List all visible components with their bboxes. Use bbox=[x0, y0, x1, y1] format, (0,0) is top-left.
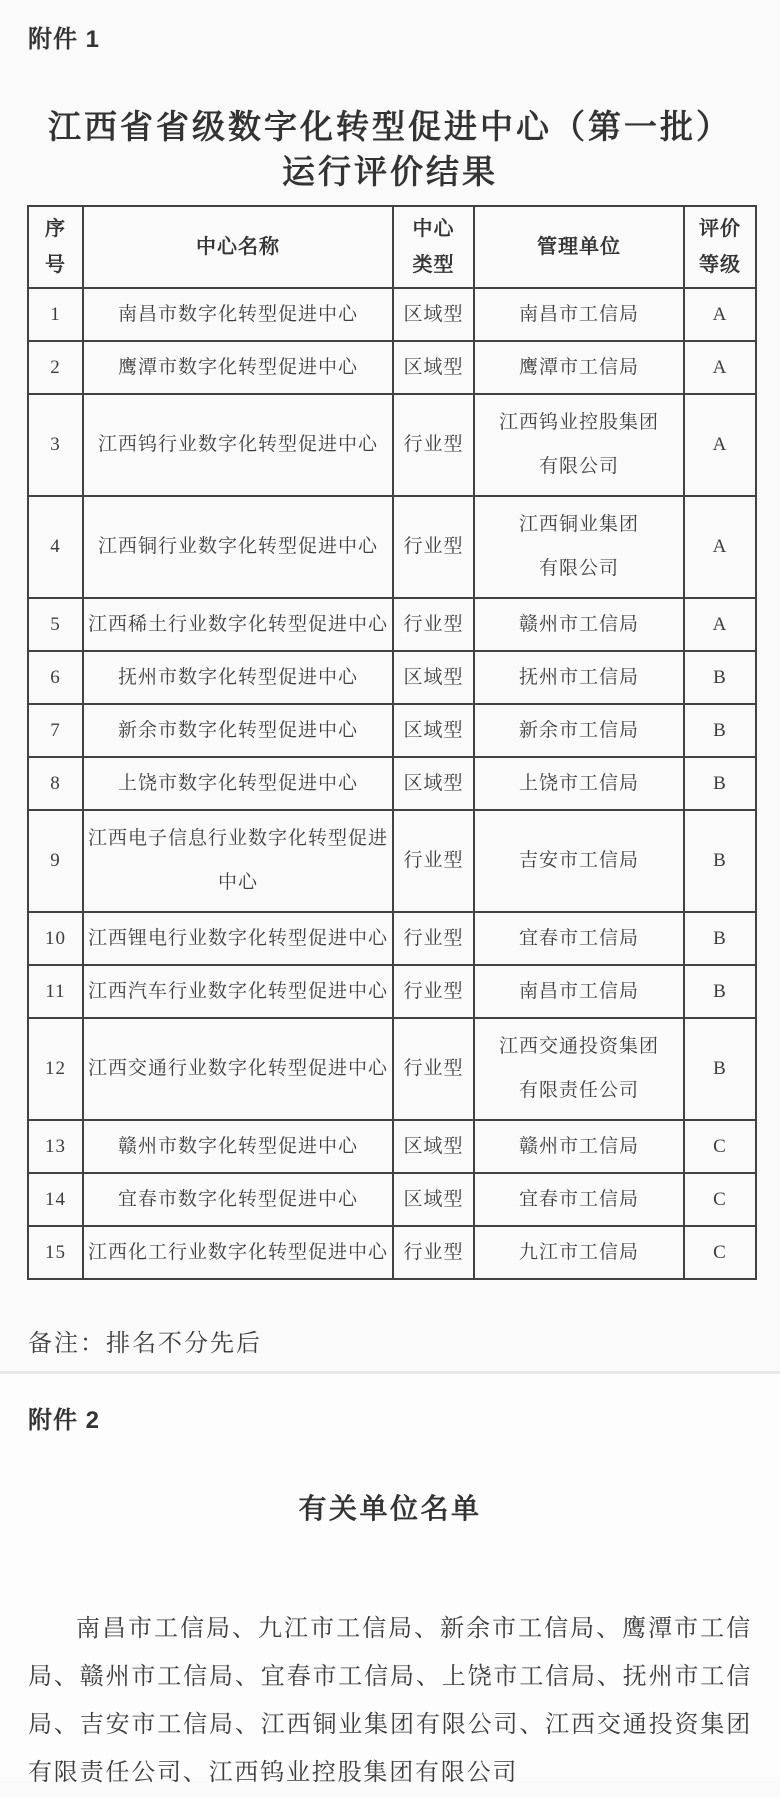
center-type: 行业型 bbox=[393, 912, 474, 965]
attachment1-label: 附件 1 bbox=[28, 26, 101, 53]
section-divider bbox=[0, 1371, 780, 1374]
center-name: 新余市数字化转型促进中心 bbox=[83, 704, 393, 757]
center-name: 江西化工行业数字化转型促进中心 bbox=[83, 1226, 393, 1279]
row-number: 6 bbox=[28, 651, 83, 704]
center-type: 区域型 bbox=[393, 1173, 474, 1226]
management-unit: 宜春市工信局 bbox=[474, 912, 684, 965]
table-row bbox=[28, 288, 756, 341]
center-name: 江西汽车行业数字化转型促进中心 bbox=[83, 965, 393, 1018]
table-row bbox=[28, 810, 756, 912]
center-type: 区域型 bbox=[393, 341, 474, 394]
management-unit: 宜春市工信局 bbox=[474, 1173, 684, 1226]
center-name: 上饶市数字化转型促进中心 bbox=[83, 757, 393, 810]
attachment2-label: 附件 2 bbox=[28, 1407, 101, 1434]
center-type: 区域型 bbox=[393, 704, 474, 757]
grade: B bbox=[684, 810, 756, 912]
management-unit: 吉安市工信局 bbox=[474, 810, 684, 912]
unit-list-paragraph: 南昌市工信局、九江市工信局、新余市工信局、鹰潭市工信局、赣州市工信局、宜春市工信局、上饶市工信局、抚州市工信局、吉安市工信局、江西铜业集团有限公司、江西交通投资集团有限责任公司、江西钨业控股集团有限公司 bbox=[28, 1616, 752, 1786]
row-number: 2 bbox=[28, 341, 83, 394]
evaluation-result-table bbox=[27, 205, 757, 1280]
grade: C bbox=[684, 1120, 756, 1173]
center-type: 行业型 bbox=[393, 496, 474, 598]
center-name: 江西电子信息行业数字化转型促进 中心 bbox=[83, 810, 393, 912]
grade: A bbox=[684, 288, 756, 341]
table-row bbox=[28, 651, 756, 704]
table-row bbox=[28, 1226, 756, 1279]
grade: B bbox=[684, 651, 756, 704]
management-unit: 新余市工信局 bbox=[474, 704, 684, 757]
center-type: 行业型 bbox=[393, 1226, 474, 1279]
center-type: 区域型 bbox=[393, 288, 474, 341]
table-row bbox=[28, 1173, 756, 1226]
row-number: 4 bbox=[28, 496, 83, 598]
row-number: 10 bbox=[28, 912, 83, 965]
management-unit: 上饶市工信局 bbox=[474, 757, 684, 810]
row-number: 8 bbox=[28, 757, 83, 810]
center-type: 区域型 bbox=[393, 1120, 474, 1173]
management-unit: 赣州市工信局 bbox=[474, 598, 684, 651]
document-title bbox=[0, 106, 780, 196]
row-number: 15 bbox=[28, 1226, 83, 1279]
table-row bbox=[28, 757, 756, 810]
center-type: 行业型 bbox=[393, 965, 474, 1018]
grade: B bbox=[684, 757, 756, 810]
center-type: 行业型 bbox=[393, 810, 474, 912]
grade: A bbox=[684, 598, 756, 651]
row-number: 11 bbox=[28, 965, 83, 1018]
table-row bbox=[28, 1018, 756, 1120]
header-management-unit: 管理单位 bbox=[474, 206, 684, 288]
grade: C bbox=[684, 1173, 756, 1226]
row-number: 5 bbox=[28, 598, 83, 651]
center-name: 江西锂电行业数字化转型促进中心 bbox=[83, 912, 393, 965]
row-number: 9 bbox=[28, 810, 83, 912]
row-number: 12 bbox=[28, 1018, 83, 1120]
header-center-type: 中心 类型 bbox=[393, 206, 474, 288]
center-type: 行业型 bbox=[393, 394, 474, 496]
table-row bbox=[28, 394, 756, 496]
table-row bbox=[28, 496, 756, 598]
header-grade: 评价 等级 bbox=[684, 206, 756, 288]
grade: B bbox=[684, 704, 756, 757]
center-name: 宜春市数字化转型促进中心 bbox=[83, 1173, 393, 1226]
table-row bbox=[28, 598, 756, 651]
management-unit: 南昌市工信局 bbox=[474, 965, 684, 1018]
management-unit: 抚州市工信局 bbox=[474, 651, 684, 704]
table-row bbox=[28, 912, 756, 965]
management-unit: 九江市工信局 bbox=[474, 1226, 684, 1279]
table-row bbox=[28, 341, 756, 394]
header-no: 序 号 bbox=[28, 206, 83, 288]
center-name: 鹰潭市数字化转型促进中心 bbox=[83, 341, 393, 394]
row-number: 1 bbox=[28, 288, 83, 341]
management-unit: 鹰潭市工信局 bbox=[474, 341, 684, 394]
table-note: 备注：排名不分先后 bbox=[28, 1331, 262, 1357]
management-unit: 江西交通投资集团 有限责任公司 bbox=[474, 1018, 684, 1120]
grade: C bbox=[684, 1226, 756, 1279]
grade: A bbox=[684, 394, 756, 496]
management-unit: 南昌市工信局 bbox=[474, 288, 684, 341]
table-header-row bbox=[28, 206, 756, 288]
section2-title: 有关单位名单 bbox=[298, 1494, 482, 1525]
center-type: 区域型 bbox=[393, 651, 474, 704]
management-unit: 江西钨业控股集团 有限公司 bbox=[474, 394, 684, 496]
center-name: 南昌市数字化转型促进中心 bbox=[83, 288, 393, 341]
row-number: 13 bbox=[28, 1120, 83, 1173]
center-name: 江西交通行业数字化转型促进中心 bbox=[83, 1018, 393, 1120]
center-type: 区域型 bbox=[393, 757, 474, 810]
center-name: 江西铜行业数字化转型促进中心 bbox=[83, 496, 393, 598]
table-row bbox=[28, 704, 756, 757]
document-title-line1: 江西省省级数字化转型促进中心（第一批） bbox=[48, 110, 732, 146]
grade: A bbox=[684, 341, 756, 394]
management-unit: 赣州市工信局 bbox=[474, 1120, 684, 1173]
grade: B bbox=[684, 965, 756, 1018]
table-row bbox=[28, 965, 756, 1018]
center-type: 行业型 bbox=[393, 1018, 474, 1120]
row-number: 3 bbox=[28, 394, 83, 496]
center-name: 赣州市数字化转型促进中心 bbox=[83, 1120, 393, 1173]
grade: B bbox=[684, 912, 756, 965]
center-type: 行业型 bbox=[393, 598, 474, 651]
management-unit: 江西铜业集团 有限公司 bbox=[474, 496, 684, 598]
center-name: 江西稀土行业数字化转型促进中心 bbox=[83, 598, 393, 651]
header-center-name: 中心名称 bbox=[83, 206, 393, 288]
center-name: 江西钨行业数字化转型促进中心 bbox=[83, 394, 393, 496]
table-row bbox=[28, 1120, 756, 1173]
grade: B bbox=[684, 1018, 756, 1120]
row-number: 14 bbox=[28, 1173, 83, 1226]
center-name: 抚州市数字化转型促进中心 bbox=[83, 651, 393, 704]
row-number: 7 bbox=[28, 704, 83, 757]
document-title-line2: 运行评价结果 bbox=[282, 155, 498, 191]
grade: A bbox=[684, 496, 756, 598]
